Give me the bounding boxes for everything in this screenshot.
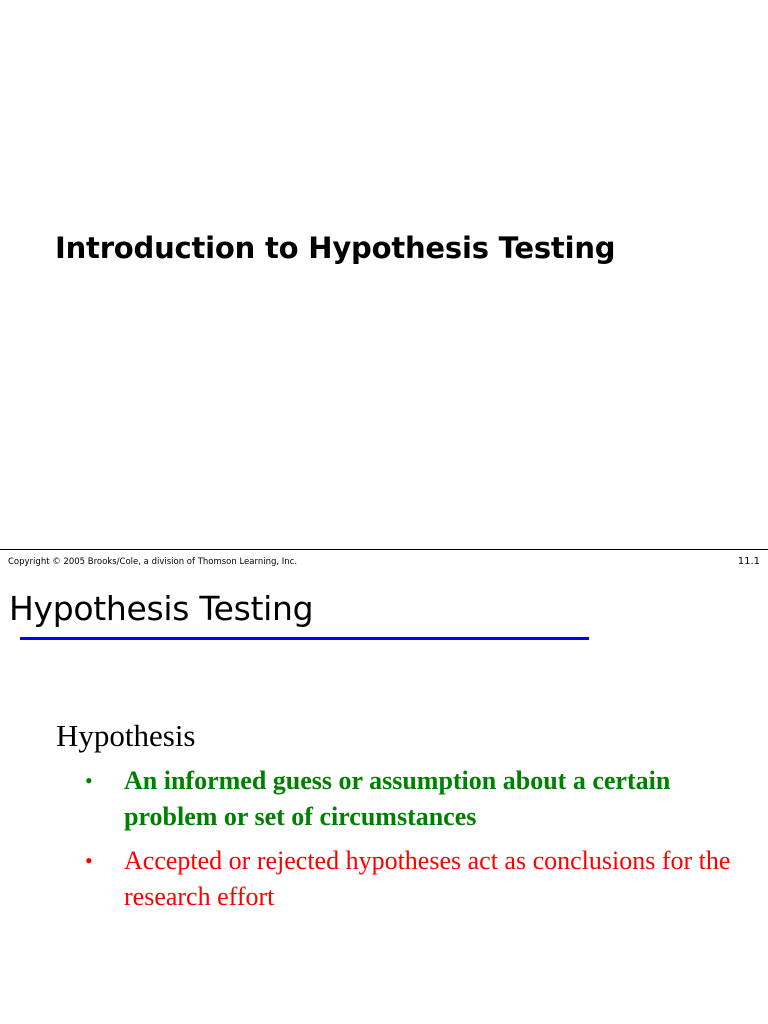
slide-divider — [0, 549, 768, 550]
bullet-text: An informed guess or assumption about a certain problem or set of circumstances — [124, 766, 671, 831]
slide-number: 11.1 — [737, 556, 760, 567]
slide-2-subheading: Hypothesis — [56, 718, 196, 753]
bullet-text: Accepted or rejected hypotheses act as conclusions for the research effort — [124, 846, 731, 911]
copyright-notice: Copyright © 2005 Brooks/Cole, a division of Thomson Learning, Inc. — [8, 557, 298, 567]
title-underline-rule — [20, 637, 589, 640]
bullet-marker: • — [85, 848, 93, 873]
slide-1-title: Introduction to Hypothesis Testing — [55, 231, 616, 265]
slide-2-title: Hypothesis Testing — [9, 589, 314, 628]
bullet-marker: • — [85, 768, 93, 793]
